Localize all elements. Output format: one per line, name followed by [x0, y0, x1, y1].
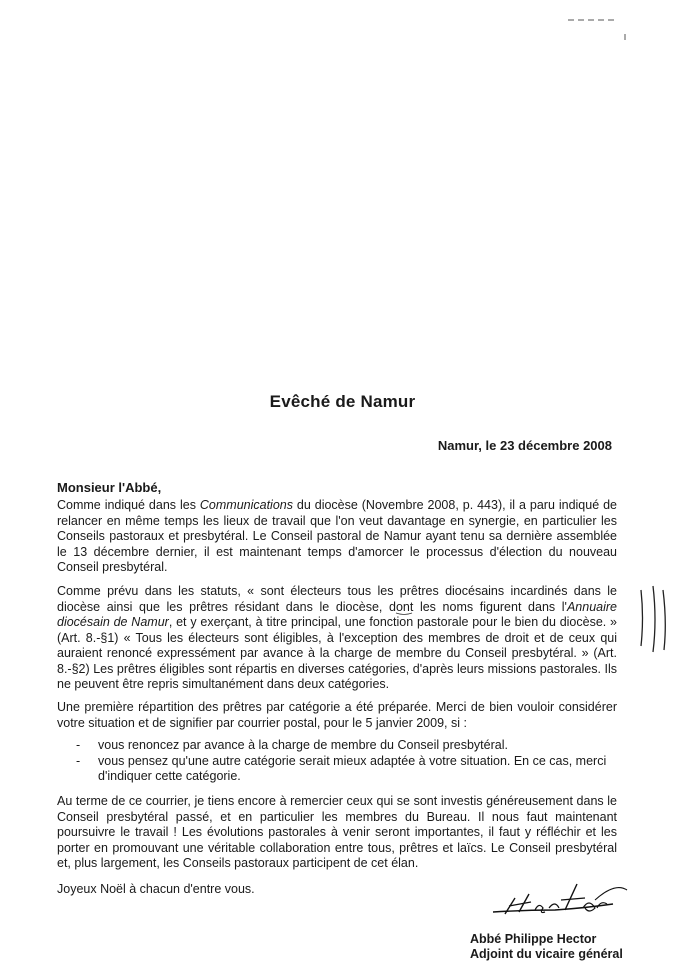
annuaire-title: Annuaire diocésain de Namur — [57, 599, 617, 629]
margin-mark-2 — [653, 586, 655, 652]
dateline: Namur, le 23 décembre 2008 — [437, 438, 612, 453]
closing-greeting: Joyeux Noël à chacun d'entre vous. — [57, 882, 255, 896]
handwritten-signature — [485, 870, 635, 930]
margin-mark-3 — [663, 590, 665, 650]
margin-mark-1 — [641, 590, 643, 646]
paragraph-thanks: Au terme de ce courrier, je tiens encore à remercier ceux qui se sont investis généreusement dans le Conseil presbytéral passé, et en particulier les membres du Bureau. Il nous faut maintenant poursuivre le travail ! Les évolutions pastorales à venir seront importantes, il faut y réfléchir et les porter en promouvant une véritable collaboration entre tous, prêtres et laïcs. Le Conseil presbytéral et, plus largement, les Conseils pastoraux participent de cet élan. — [57, 794, 617, 870]
list-item: - vous pensez qu'une autre catégorie serait mieux adaptée à votre situation. En ce cas, merci d'indiquer cette catégorie. — [76, 753, 607, 783]
salutation: Monsieur l'Abbé, — [57, 480, 162, 495]
signer-role: Adjoint du vicaire général — [470, 947, 623, 961]
signer-name: Abbé Philippe Hector — [470, 932, 597, 946]
paragraph-statutes: Comme prévu dans les statuts, « sont électeurs tous les prêtres diocésains incardinés dans le diocèse ainsi que les prêtres résidant dans le diocèse, dont les noms figurent dans l'Annuaire diocésain de Namur, et y exerçant, à titre principal, une fonction pastorale pour le bien du diocèse. » (Art. 8.-§1) « Tous les électeurs sont éligibles, à l'exception des membres de droit et de ceux qui auraient renoncé expressément par avance à la charge de membre du Conseil presbytéral. » (Art. 8.-§2) Les prêtres éligibles sont répartis en diverses catégories, d'après leurs missions pastorales. Ils ne peuvent être repris simultanément dans deux catégories. — [57, 584, 618, 691]
paragraph-introduction: Comme indiqué dans les Communications du diocèse (Novembre 2008, p. 443), il a paru indiqué de relancer en même temps les lieux de travail que l'on veut davantage en synergie, en particulier les Conseils pastoraux et presbytéral. Le Conseil pastoral de Namur ayant tenu sa dernière assemblée le 13 décembre dernier, il est maintenant temps d'amorcer le processus d'élection du nouveau Conseil presbytéral. — [57, 498, 618, 574]
paragraph-request: Une première répartition des prêtres par catégorie a été préparée. Merci de bien vouloir considérer votre situation et de signifier par courrier postal, pour le 5 janvier 2009, si : — [57, 700, 617, 730]
publication-title: Communications — [199, 498, 293, 512]
option-list — [76, 738, 617, 785]
list-item: - vous renoncez par avance à la charge de membre du Conseil presbytéral. — [76, 738, 508, 752]
document-title: Evêché de Namur — [269, 392, 416, 411]
